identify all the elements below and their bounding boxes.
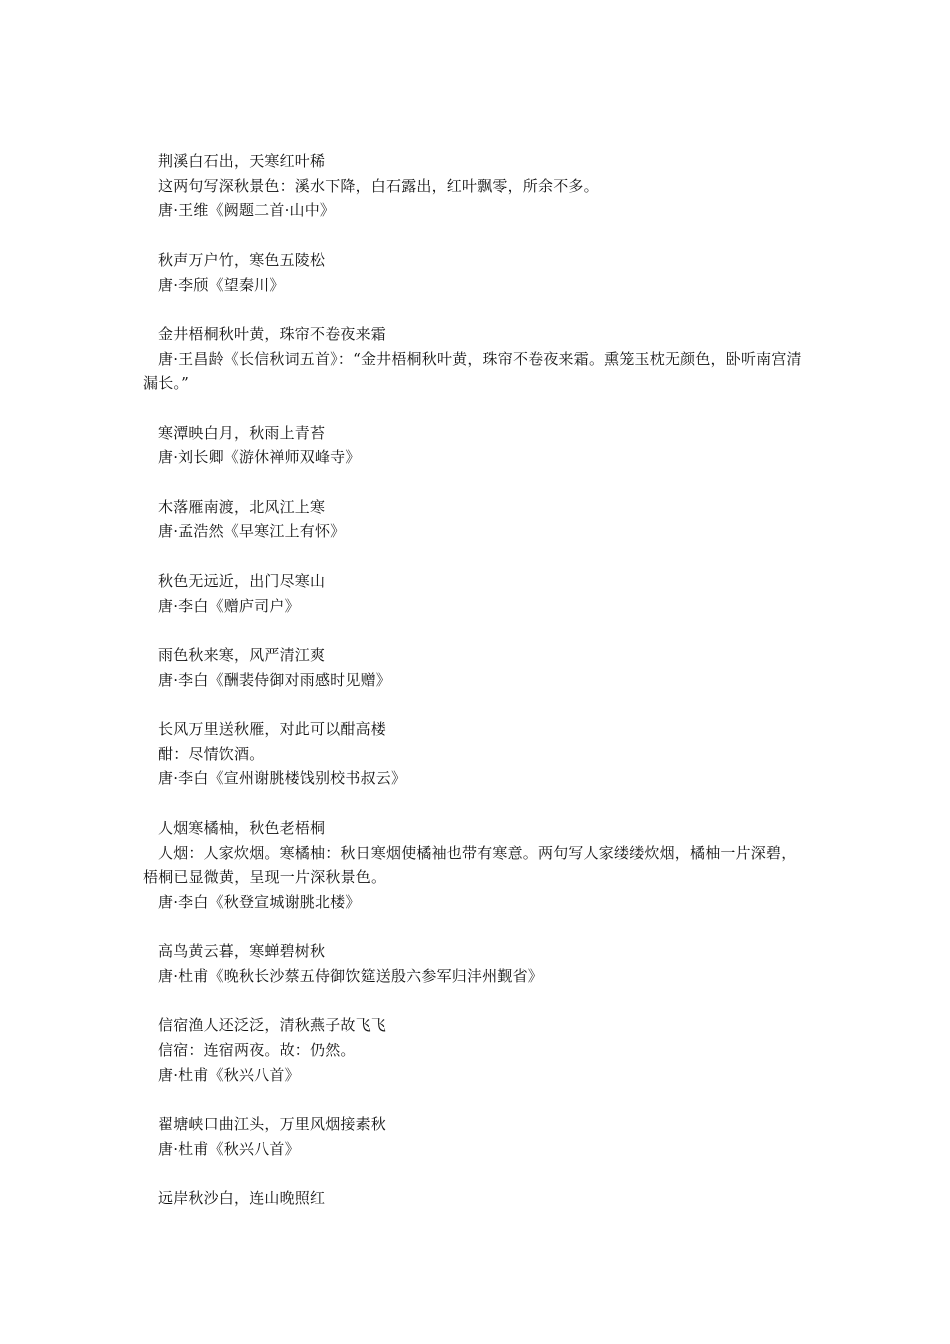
poem-entry (143, 1013, 811, 1087)
poem-entry (143, 717, 811, 791)
poem-verse-line: 金井梧桐秋叶黄，珠帘不卷夜来霜 (158, 324, 387, 343)
poem-source-line: 唐·李白《秋登宣城谢朓北楼》 (158, 892, 361, 911)
poem-verse-line: 寒潭映白月，秋雨上青苔 (158, 423, 326, 442)
poem-entry (143, 939, 811, 988)
poem-source-line: 唐·李白《酬裴侍御对雨感时见赠》 (158, 670, 391, 689)
document-body (143, 149, 811, 1236)
poem-verse-line: 荆溪白石出，天寒红叶稀 (158, 152, 326, 170)
poem-source-paragraph: 人烟：人家炊烟。寒橘柚：秋日寒烟使橘袖也带有寒意。两句写人家缕缕炊烟，橘柚一片深碧，梧桐已显微黄，呈现一片深秋景色。 (143, 843, 797, 887)
poem-verse-line: 秋声万户竹，寒色五陵松 (158, 250, 326, 269)
poem-entry (143, 248, 811, 297)
poem-source-line: 唐·李白《宣州谢朓楼饯别校书叔云》 (158, 769, 407, 788)
poem-verse-line: 木落雁南渡，北风江上寒 (158, 497, 326, 516)
poem-entry (143, 1186, 811, 1211)
poem-entry (143, 495, 811, 544)
poem-verse-line: 信宿渔人还泛泛，清秋燕子故飞飞 (158, 1016, 387, 1035)
poem-verse-line: 翟塘峡口曲江头，万里风烟接素秋 (158, 1115, 387, 1134)
poem-verse-line: 人烟寒橘柚，秋色老梧桐 (158, 818, 326, 837)
poem-source-line: 唐·杜甫《晚秋长沙蔡五侍御饮筵送殷六参军归沣州觐省》 (158, 967, 543, 986)
poem-entry (143, 1112, 811, 1161)
poem-source-line: 唐·杜甫《秋兴八首》 (158, 1139, 300, 1158)
poem-annotation-line: 信宿：连宿两夜。故：仍然。 (158, 1041, 356, 1060)
poem-entry (143, 322, 811, 396)
poem-annotation-line: 酣：尽情饮酒。 (158, 744, 265, 763)
poem-entry (143, 149, 811, 223)
poem-source-line: 唐·王维《阙题二首·山中》 (158, 201, 336, 220)
poem-verse-line: 远岸秋沙白，连山晚照红 (158, 1189, 326, 1208)
poem-source-paragraph: 唐·王昌龄《长信秋词五首》：“金井梧桐秋叶黄，珠帘不卷夜来霜。熏笼玉枕无颜色，卧听南宫清漏长。” (143, 349, 802, 393)
poem-source-line: 唐·李白《赠庐司户》 (158, 596, 300, 615)
poem-source-line: 唐·李颀《望秦川》 (158, 275, 285, 294)
poem-annotation-line: 这两句写深秋景色：溪水下降，白石露出，红叶飘零，所余不多。 (158, 176, 599, 195)
poem-source-line: 唐·刘长卿《游休禅师双峰寺》 (158, 448, 361, 467)
poem-verse-line: 长风万里送秋雁，对此可以酣高楼 (158, 720, 387, 739)
poem-entry (143, 569, 811, 618)
poem-verse-line: 雨色秋来寒，风严清江爽 (158, 645, 326, 664)
poem-entry (143, 816, 811, 915)
poem-verse-line: 高鸟黄云暮，寒蝉碧树秋 (158, 942, 326, 961)
poem-verse-line: 秋色无远近，出门尽寒山 (158, 571, 326, 590)
poem-source-line: 唐·杜甫《秋兴八首》 (158, 1065, 300, 1084)
poem-entry (143, 643, 811, 692)
poem-entry (143, 421, 811, 470)
poem-source-line: 唐·孟浩然《早寒江上有怀》 (158, 522, 346, 541)
